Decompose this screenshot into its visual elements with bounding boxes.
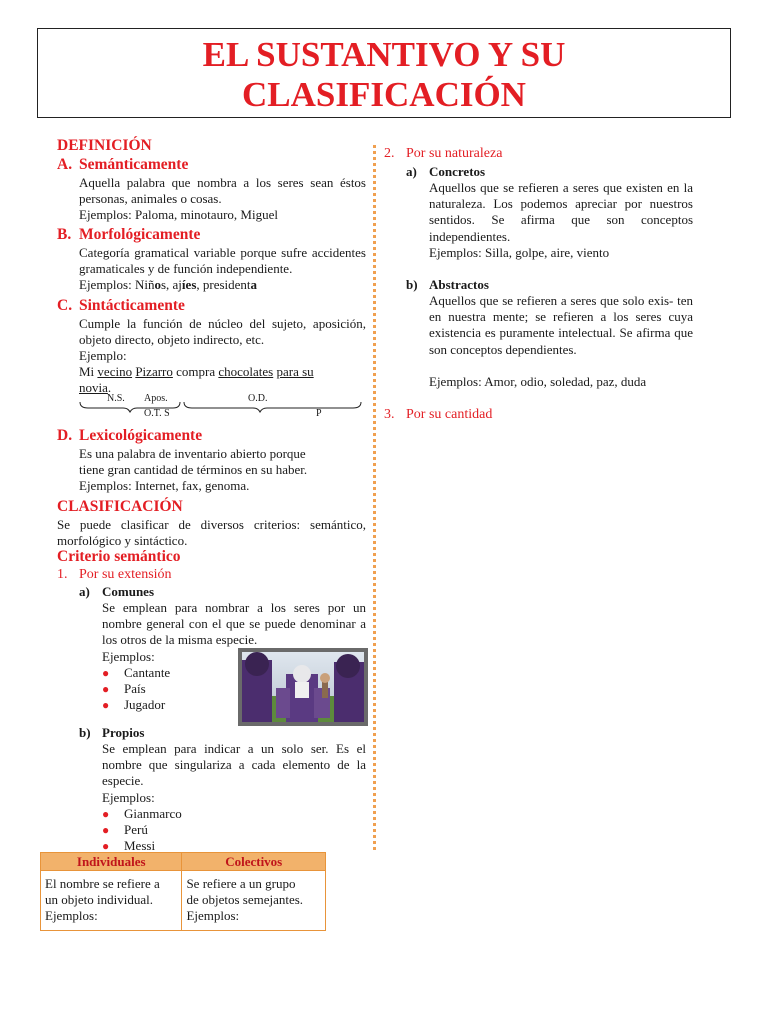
- item-c-body: Cumple la función de núcleo del sujeto, aposición, objeto directo, objeto indirecto, etc.: [79, 316, 366, 348]
- comunes-body: Se emplean para nombrar a los seres por un nombre general con el que se puede denominar a los otros de la misma especie.: [102, 600, 366, 648]
- table-header-individuales: Individuales: [41, 853, 182, 871]
- concretos-label: Concretos: [429, 164, 486, 179]
- abstractos-body: Aquellos que se refieren a seres que solo exis- ten en nuestra mente; se refieren a los seres cuya existencia es puramente intelectual. Se afirma que son conceptos dependientes.: [429, 293, 693, 357]
- item-a-marker: A.: [57, 156, 73, 173]
- label-ots: O.T. S: [144, 408, 170, 419]
- title-box: [37, 28, 731, 118]
- item-c-heading: Sintácticamente: [79, 297, 185, 314]
- item-b-marker: B.: [57, 226, 72, 243]
- criterio-heading: Criterio semántico: [57, 548, 181, 565]
- table-header-colectivos: Colectivos: [182, 853, 326, 871]
- cantidad-label: Por su cantidad: [406, 407, 493, 422]
- football-players-photo: [238, 648, 368, 726]
- concretos-marker: a): [406, 164, 417, 179]
- item-d-body-line2: tiene gran cantidad de términos en su haber.: [79, 462, 308, 477]
- item-a-body: Aquella palabra que nombra a los seres sean éstos personas, animales o cosas.: [79, 175, 366, 207]
- naturaleza-label: Por su naturaleza: [406, 146, 503, 161]
- concretos-body: Aquellos que se refieren a seres que existen en la naturaleza. Los podemos apreciar por nuestros sentidos. Se afirma que son conceptos independientes.: [429, 180, 693, 244]
- item-a-heading: Semánticamente: [79, 156, 189, 173]
- table-cell-individuales: El nombre se refiere a un objeto individual. Ejemplos:: [41, 871, 182, 931]
- syntax-braces: [78, 400, 368, 414]
- clasificacion-body: Se puede clasificar de diversos criterios: semántico, morfológico y sintáctico.: [57, 517, 366, 549]
- item-b-heading: Morfológicamente: [79, 226, 201, 243]
- label-p: P: [316, 408, 322, 419]
- propios-marker: b): [79, 725, 91, 740]
- extension-label: Por su extensión: [79, 567, 172, 582]
- list-item: ● Jugador: [102, 697, 166, 712]
- item-d-ejemplos: Ejemplos: Internet, fax, genoma.: [79, 478, 250, 493]
- example-sentence: Mi vecino Pizarro compra chocolates para su novia.: [79, 364, 314, 396]
- item-a-ejemplos: Ejemplos: Paloma, minotauro, Miguel: [79, 207, 278, 222]
- label-od: O.D.: [248, 393, 268, 404]
- label-ns: N.S.: [107, 393, 125, 404]
- comunes-marker: a): [79, 584, 90, 599]
- item-b-ejemplos: Ejemplos: Niños, ajíes, presidenta: [79, 277, 258, 292]
- propios-label: Propios: [102, 725, 145, 740]
- label-apos: Apos.: [144, 393, 168, 404]
- list-item: ● Messi: [102, 838, 156, 853]
- cantidad-marker: 3.: [384, 407, 395, 422]
- propios-ejemplos: Ejemplos:: [102, 790, 155, 805]
- item-d-body-line1: Es una palabra de inventario abierto porque: [79, 446, 306, 461]
- item-b-body: Categoría gramatical variable porque sufre accidentes gramaticales y de función independiente.: [79, 245, 366, 277]
- abstractos-marker: b): [406, 277, 418, 292]
- list-item: ● Gianmarco: [102, 806, 182, 821]
- item-c-ejemplo-label: Ejemplo:: [79, 348, 127, 363]
- list-item: ● País: [102, 681, 146, 696]
- definicion-heading: DEFINICIÓN: [57, 137, 152, 154]
- page-title-line1: EL SUSTANTIVO Y SU: [202, 35, 566, 74]
- list-item: ● Cantante: [102, 665, 171, 680]
- individuales-colectivos-table: [40, 852, 326, 931]
- page-title-line2: CLASIFICACIÓN: [242, 75, 526, 114]
- abstractos-label: Abstractos: [429, 277, 489, 292]
- clasificacion-heading: CLASIFICACIÓN: [57, 498, 183, 515]
- column-divider: [373, 145, 376, 850]
- list-item: ● Perú: [102, 822, 148, 837]
- table-cell-colectivos: Se refiere a un grupo de objetos semejantes. Ejemplos:: [182, 871, 326, 931]
- naturaleza-marker: 2.: [384, 146, 395, 161]
- item-d-heading: Lexicológicamente: [79, 427, 203, 444]
- propios-body: Se emplean para indicar a un solo ser. Es el nombre que singulariza a cada elemento de la especie.: [102, 741, 366, 789]
- extension-marker: 1.: [57, 567, 68, 582]
- item-d-marker: D.: [57, 427, 73, 444]
- comunes-ejemplos: Ejemplos:: [102, 649, 155, 664]
- item-c-marker: C.: [57, 297, 73, 314]
- abstractos-ejemplos: Ejemplos: Amor, odio, soledad, paz, duda: [429, 374, 647, 389]
- concretos-ejemplos: Ejemplos: Silla, golpe, aire, viento: [429, 245, 610, 260]
- comunes-label: Comunes: [102, 584, 155, 599]
